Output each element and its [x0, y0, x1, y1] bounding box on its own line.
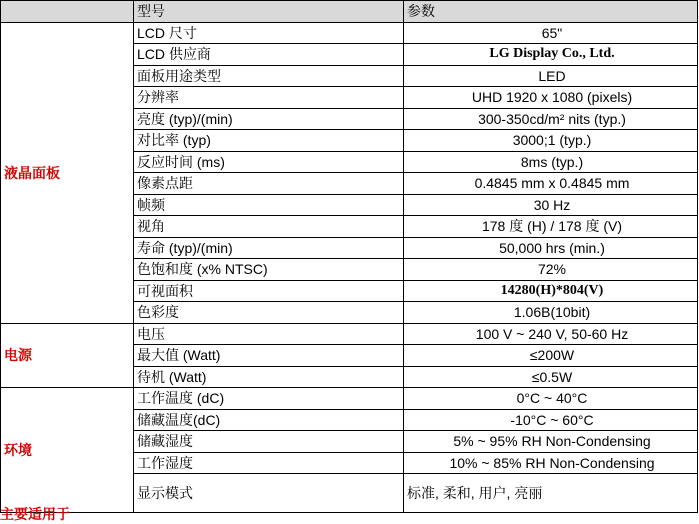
row-label: 分辨率: [134, 87, 404, 109]
row-label: 可视面积: [134, 280, 404, 302]
row-label: 储藏湿度: [134, 431, 404, 453]
row-value: LED: [404, 65, 698, 87]
header-params: 参数: [404, 1, 698, 23]
row-value: 300-350cd/m² nits (typ.): [404, 108, 698, 130]
table-row: [1, 22, 698, 44]
row-value: 30 Hz: [404, 194, 698, 216]
row-value: 标准, 柔和, 用户, 亮丽: [404, 474, 698, 513]
row-value: 5% ~ 95% RH Non-Condensing: [404, 431, 698, 453]
row-label: 显示模式: [134, 474, 404, 513]
row-value: 10% ~ 85% RH Non-Condensing: [404, 452, 698, 474]
row-value: 50,000 hrs (min.): [404, 237, 698, 259]
row-label: 反应时间 (ms): [134, 151, 404, 173]
row-value: UHD 1920 x 1080 (pixels): [404, 87, 698, 109]
row-label: 色彩度: [134, 302, 404, 324]
row-label: 亮度 (typ)/(min): [134, 108, 404, 130]
row-label: LCD 尺寸: [134, 22, 404, 44]
row-value: -10°C ~ 60°C: [404, 409, 698, 431]
header-blank: [1, 1, 134, 23]
row-label: 工作湿度: [134, 452, 404, 474]
row-label: 待机 (Watt): [134, 366, 404, 388]
row-value: ≤0.5W: [404, 366, 698, 388]
row-label: LCD 供应商: [134, 44, 404, 66]
footer-cut-text: [0, 506, 120, 522]
row-label: 储藏温度(dC): [134, 409, 404, 431]
table-row: [1, 323, 698, 345]
row-value: LG Display Co., Ltd.: [404, 44, 698, 66]
row-value: 100 V ~ 240 V, 50-60 Hz: [404, 323, 698, 345]
row-value: 72%: [404, 259, 698, 281]
row-label: 对比率 (typ): [134, 130, 404, 152]
row-label: 面板用途类型: [134, 65, 404, 87]
section-label-power: 电源: [1, 323, 134, 388]
row-label: 视角: [134, 216, 404, 238]
row-label: 像素点距: [134, 173, 404, 195]
section-label-panel: 液晶面板: [1, 22, 134, 323]
section-label-env: 环境: [1, 388, 134, 513]
row-value: 65": [404, 22, 698, 44]
row-value: 14280(H)*804(V): [404, 280, 698, 302]
row-value: 8ms (typ.): [404, 151, 698, 173]
row-label: 工作温度 (dC): [134, 388, 404, 410]
row-value: ≤200W: [404, 345, 698, 367]
row-value: 1.06B(10bit): [404, 302, 698, 324]
table-row: [1, 388, 698, 410]
row-label: 寿命 (typ)/(min): [134, 237, 404, 259]
row-value: 0.4845 mm x 0.4845 mm: [404, 173, 698, 195]
row-label: 帧频: [134, 194, 404, 216]
footer-cut-label: 主要适用于: [0, 506, 70, 522]
row-value: 0°C ~ 40°C: [404, 388, 698, 410]
table-header-row: [1, 1, 698, 23]
row-value: 178 度 (H) / 178 度 (V): [404, 216, 698, 238]
row-value: 3000;1 (typ.): [404, 130, 698, 152]
row-label: 最大值 (Watt): [134, 345, 404, 367]
row-label: 电压: [134, 323, 404, 345]
row-label: 色饱和度 (x% NTSC): [134, 259, 404, 281]
header-model: 型号: [134, 1, 404, 23]
